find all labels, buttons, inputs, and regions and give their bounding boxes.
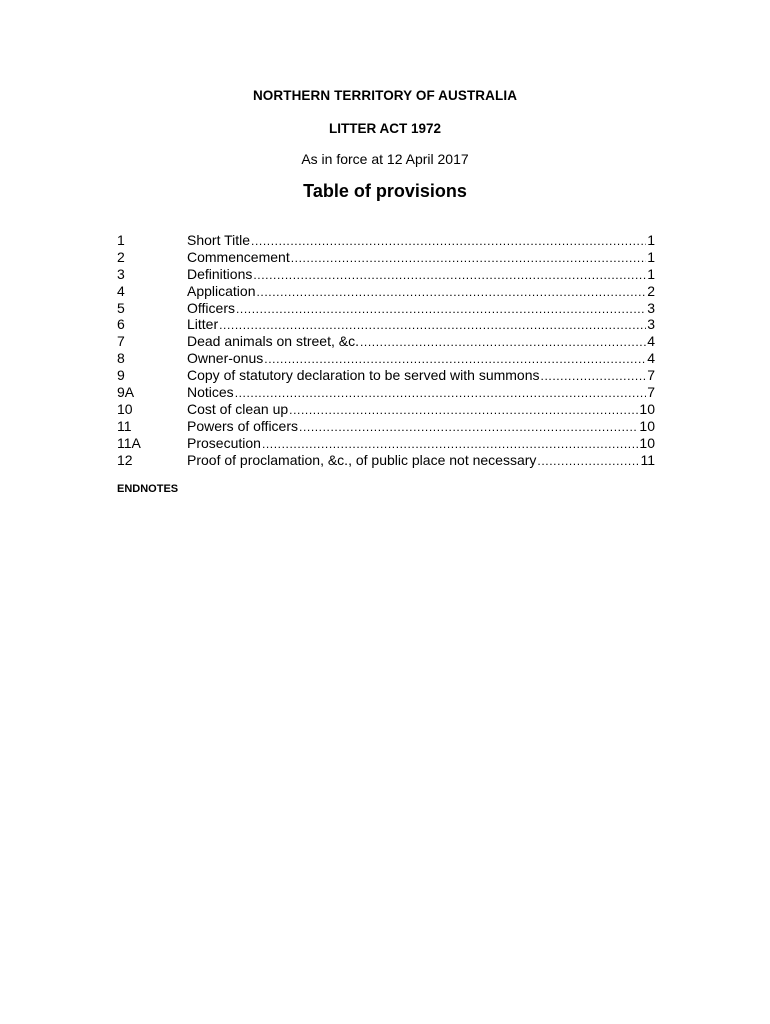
toc-section-number: 11 [117, 417, 132, 434]
toc-leader-dots [537, 453, 639, 470]
toc-row[interactable] [117, 435, 655, 452]
toc-section-number: 1 [117, 232, 125, 248]
toc-row[interactable] [117, 401, 655, 418]
toc-page-number: 1 [647, 265, 655, 282]
toc-leader-dots [251, 233, 646, 250]
toc-page-number: 3 [647, 316, 655, 333]
toc-section-number: 3 [117, 265, 125, 282]
toc-section-number: 9A [117, 384, 135, 401]
toc-row[interactable] [117, 283, 655, 300]
toc-leader-dots [236, 301, 646, 318]
toc-page-number: 2 [647, 282, 655, 299]
toc-page-number: 7 [647, 384, 655, 401]
toc-leader-dots [264, 351, 646, 368]
toc-page-number: 10 [639, 400, 655, 417]
toc-row[interactable] [117, 249, 655, 266]
endnotes-link[interactable]: ENDNOTES [117, 483, 179, 495]
toc-page-number: 4 [647, 350, 655, 367]
toc-section-title: Officers [187, 299, 235, 316]
toc-page-number: 10 [639, 434, 655, 451]
toc-section-title: Short Title [187, 232, 251, 248]
toc-row[interactable] [117, 452, 655, 469]
toc-section-number: 6 [117, 316, 125, 333]
toc-page-number: 7 [647, 367, 655, 384]
toc-page-number: 4 [647, 333, 655, 350]
toc-page-number: 10 [639, 417, 655, 434]
jurisdiction-heading: NORTHERN TERRITORY OF AUSTRALIA [252, 88, 518, 103]
toc-leader-dots [299, 419, 638, 436]
toc-leader-dots [262, 436, 638, 453]
toc-section-title: Owner-onus [187, 350, 264, 367]
toc-section-title: Cost of clean up [187, 400, 289, 417]
toc-section-number: 5 [117, 299, 125, 316]
toc-heading: Table of provisions [303, 181, 467, 201]
toc-page-number: 3 [647, 299, 655, 316]
toc-leader-dots [219, 317, 646, 334]
toc-section-title: Dead animals on street, &c. [187, 333, 359, 350]
toc-section-number: 10 [117, 400, 133, 417]
toc-row[interactable] [117, 266, 655, 283]
act-title: LITTER ACT 1972 [328, 121, 442, 136]
toc-section-number: 2 [117, 248, 125, 265]
toc-section-number: 8 [117, 350, 125, 367]
toc-section-title: Litter [187, 316, 219, 333]
toc-row[interactable] [117, 232, 655, 249]
toc-section-title: Definitions [187, 265, 253, 282]
toc-leader-dots [360, 334, 646, 351]
toc-section-title: Proof of proclamation, &c., of public place not necessary [187, 451, 537, 468]
toc-row[interactable] [117, 300, 655, 317]
toc-row[interactable] [117, 418, 655, 435]
toc-section-title: Commencement [187, 248, 290, 265]
toc-row[interactable] [117, 367, 655, 384]
toc-section-number: 7 [117, 333, 125, 350]
toc-section-number: 9 [117, 367, 125, 384]
toc-page-number: 1 [647, 232, 655, 248]
toc-section-title: Application [187, 282, 256, 299]
toc-section-number: 12 [117, 451, 133, 468]
toc-page-number: 11 [640, 451, 655, 468]
table-of-provisions [117, 232, 655, 468]
toc-row[interactable] [117, 333, 655, 350]
toc-section-number: 4 [117, 282, 125, 299]
toc-leader-dots [289, 402, 638, 419]
toc-row[interactable] [117, 316, 655, 333]
toc-section-title: Notices [187, 384, 234, 401]
toc-section-title: Powers of officers [187, 417, 299, 434]
toc-leader-dots [235, 385, 647, 402]
toc-page-number: 1 [647, 248, 655, 265]
toc-leader-dots [257, 284, 647, 301]
toc-row[interactable] [117, 384, 655, 401]
toc-leader-dots [291, 250, 647, 267]
toc-section-number: 11A [117, 434, 141, 451]
toc-section-title: Prosecution [187, 434, 261, 451]
toc-leader-dots [253, 267, 646, 284]
toc-section-title: Copy of statutory declaration to be served with summons [187, 367, 540, 384]
toc-row[interactable] [117, 350, 655, 367]
in-force-date: As in force at 12 April 2017 [301, 151, 469, 167]
toc-leader-dots [541, 368, 647, 385]
